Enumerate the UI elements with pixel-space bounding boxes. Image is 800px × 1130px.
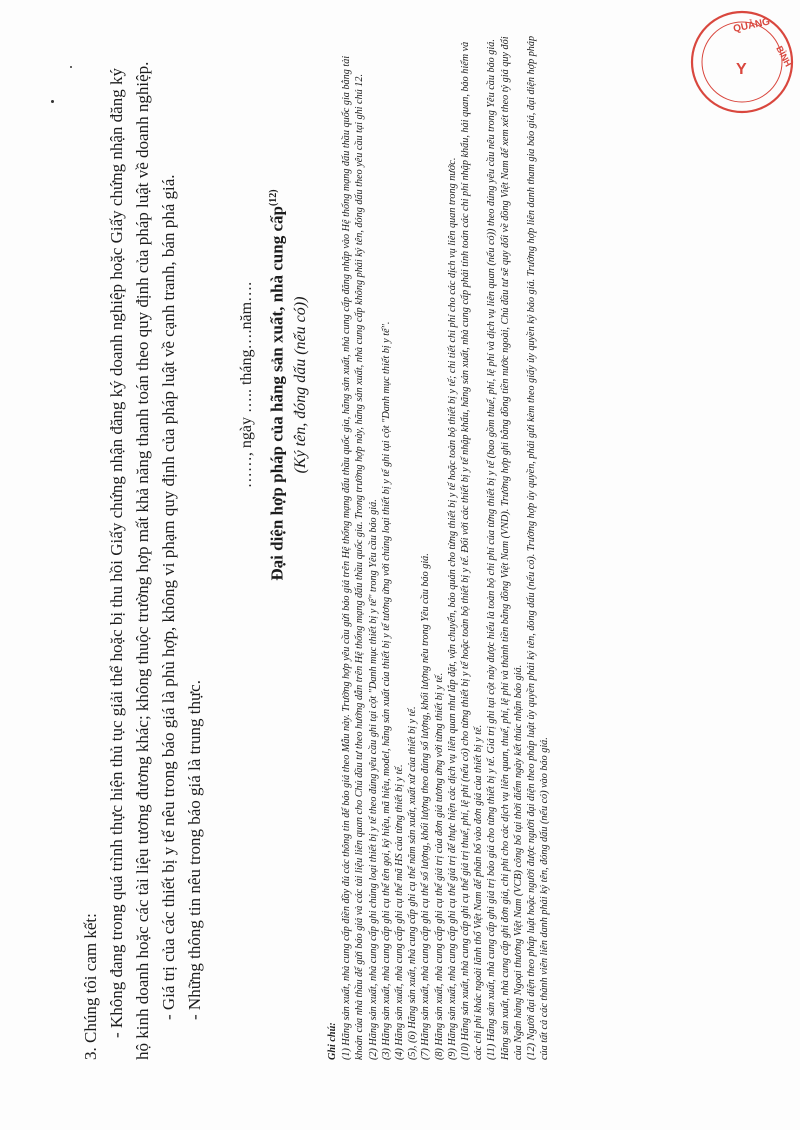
note-item: (5), (6) Hãng sản xuất, nhà cung cấp ghi cụ thể năm sản xuất, xuất xứ của thiết bị y tế. (407, 706, 419, 1060)
commitment-item: - Giá trị của các thiết bị y tế nêu trong báo giá là phù hợp, không vi phạm quy định của pháp luật về cạnh tranh, bán phá giá. (159, 174, 178, 1020)
notes-title: Ghi chú: (327, 1022, 338, 1060)
notes-section (326, 30, 551, 1060)
signature-block (236, 150, 312, 620)
note-item: (9) Hãng sản xuất, nhà cung cấp ghi cụ thể giá trị để thực hiện các dịch vụ liên quan như lắp đặt, vận chuyển, bảo quản cho từng thiết bị y tế hoặc toàn bộ thiết bị y tế; chi tiết chi phí cho các dịch vụ liên quan trong nước. (446, 157, 458, 1060)
note-item: (1) Hãng sản xuất, nhà cung cấp điền đầy đủ các thông tin để báo giá theo Mẫu này. Trường hợp yêu cầu gửi báo giá trên Hệ thống mạng đấu thầu quốc gia, hãng sản xuất, nhà cung cấp đăng nhập vào Hệ thống mạng đấu thầu quốc gia bằng tài khoản của nhà thầu để gửi báo giá và các tài liệu liên quan cho Chủ đầu tư theo hướng dẫn trên Hệ thống mạng đấu thầu quốc gia. Trong trường hợp này, hãng sản xuất, nhà cung cấp không phải ký tên, đóng dấu theo yêu cầu tại ghi chú 12. (341, 55, 366, 1060)
note-item: (11) Hãng sản xuất, nhà cung cấp ghi giá trị báo giá cho từng thiết bị y tế. Giá trị ghi tại cột này được hiểu là toàn bộ chi phí của từng thiết bị y tế (bao gồm thuế, phí, lệ phí và dịch vụ liên quan (nếu có)) theo đúng yêu cầu nêu trong Yêu cầu báo giá. (486, 39, 498, 1060)
note-item: (8) Hãng sản xuất, nhà cung cấp ghi cụ thể giá trị của đơn giá tương ứng với từng thiết bị y tế. (433, 672, 445, 1060)
representative-title (262, 150, 290, 620)
signature-date-line: ……, ngày ….. tháng….năm…. (238, 281, 255, 489)
note-item: (7) Hãng sản xuất, nhà cung cấp ghi cụ thể số lượng, khối lượng theo đúng số lượng, khối lượng nêu trong Yêu cầu báo giá. (420, 553, 432, 1060)
red-seal-stamp (676, 8, 796, 128)
representative-label: Đại diện hợp pháp của hãng sản xuất, nhà cung cấp (267, 206, 287, 581)
signature-instruction: (Ký tên, đóng dấu (nếu có)) (291, 296, 309, 474)
note-item: (10) Hãng sản xuất, nhà cung cấp ghi cụ thể giá trị thuế, phí, lệ phí (nếu có) cho từng thiết bị y tế hoặc toàn bộ thiết bị y tế. Đối với các thiết bị y tế nhập khẩu, hãng sản xuất, nhà cung cấp phải tính toán các chi phí nhập khẩu, hải quan, bảo hiểm và các chi phí khác ngoài lãnh thổ Việt Nam để phân bổ vào đơn giá của thiết bị y tế. (460, 41, 485, 1060)
commitment-item: - Những thông tin nêu trong báo giá là trung thực. (185, 680, 204, 1020)
representative-footnote-ref: (12) (268, 189, 279, 207)
commitment-item: - Không đang trong quá trình thực hiện thủ tục giải thể hoặc bị thu hồi Giấy chứng nhận đăng ký doanh nghiệp hoặc Giấy chứng nhận đăng ký hộ kinh doanh hoặc các tài liệu tương đương khác; không thuộc trường hợp mất khả năng thanh toán theo quy định của pháp luật về doanh nghiệp. (107, 61, 152, 1060)
note-item: Hãng sản xuất, nhà cung cấp ghi đơn giá, chi phí cho các dịch vụ liên quan, thuế, phí, lệ phí và thành tiền bằng đồng Việt Nam (VND). Trường hợp ghi bằng đồng tiền nước ngoài, Chủ đầu tư sẽ quy đổi về đồng Việt Nam để xem xét theo tỷ giá quy đổi của Ngân hàng Ngoại thương Việt Nam (VCB) công bố tại thời điểm ngày kết thúc nhận báo giá. (499, 36, 524, 1060)
commitments-heading: 3. Chúng tôi cam kết: (81, 913, 100, 1060)
commitments-section (78, 50, 208, 1060)
note-item: (4) Hãng sản xuất, nhà cung cấp ghi cụ thể mã HS của từng thiết bị y tế. (394, 764, 406, 1060)
stamp-text-side: BÌNH (774, 44, 794, 69)
stamp-text-center: Y (736, 61, 747, 78)
note-item: (2) Hãng sản xuất, nhà cung cấp ghi chủng loại thiết bị y tế theo đúng yêu cầu ghi tại cột "Danh mục thiết bị y tế" trong Yêu cầu báo giá. (367, 499, 379, 1060)
note-item: (3) Hãng sản xuất, nhà cung cấp ghi cụ thể tên gọi, ký hiệu, mã hiệu, model, hãng sản xuất của thiết bị y tế tương ứng với chủng loại thiết bị y tế ghi tại cột "Danh mục thiết bị y tế". (380, 321, 392, 1060)
stamp-text-top: QUẢNG (732, 16, 772, 35)
note-item: (12) Người đại diện theo pháp luật hoặc người được người đại diện theo pháp luật ủy quyền phải ký tên, đóng dấu (nếu có). Trường hợp ủy quyền, phải gửi kèm theo giấy ủy quyền ký báo giá. Trường hợp liên danh tham gia báo giá, đại diện hợp pháp của tất cả các thành viên liên danh phải ký tên, đóng dấu (nếu có) vào báo giá. (526, 35, 551, 1060)
